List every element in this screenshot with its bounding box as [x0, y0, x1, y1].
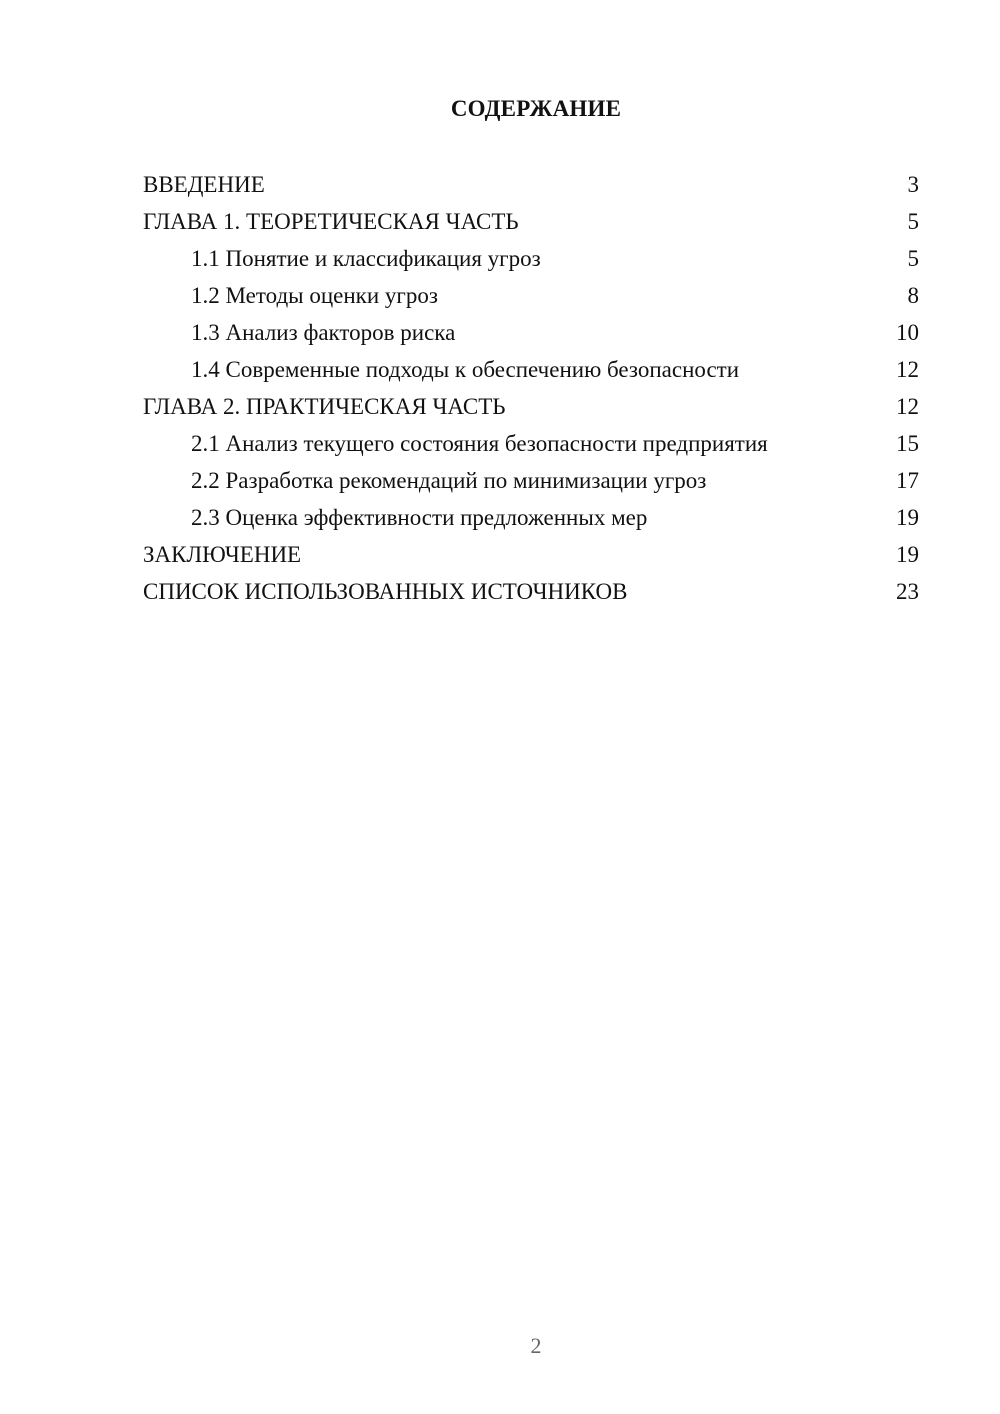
- toc-entry-text: 2.2 Разработка рекомендаций по минимизации угроз: [191, 468, 707, 493]
- toc-entry-section-2-3: [143, 499, 919, 536]
- toc-entry-text: 1.4 Современные подходы к обеспечению безопасности: [191, 357, 740, 382]
- toc-entry-page: 8: [907, 283, 919, 308]
- toc-entry-page: 12: [896, 394, 919, 419]
- toc-entry-text: СПИСОК ИСПОЛЬЗОВАННЫХ ИСТОЧНИКОВ: [143, 579, 628, 604]
- toc-entry-page: 10: [896, 320, 919, 345]
- toc-entry-section-1-3: [143, 314, 919, 351]
- toc-entry-section-2-1: [143, 425, 919, 462]
- toc-entry-page: 3: [907, 172, 919, 197]
- toc-entry-text: ГЛАВА 1. ТЕОРЕТИЧЕСКАЯ ЧАСТЬ: [143, 209, 519, 234]
- toc-entry-text: 1.3 Анализ факторов риска: [191, 320, 456, 345]
- toc-entry-page: 5: [907, 209, 919, 234]
- toc-entry-section-1-1: [143, 240, 919, 277]
- toc-entry-section-1-4: [143, 351, 919, 388]
- toc-entry-page: 5: [907, 246, 919, 271]
- toc-entry-chapter-1: [143, 203, 919, 240]
- toc-entry-page: 12: [896, 357, 919, 382]
- toc-entry-text: 2.1 Анализ текущего состояния безопасности предприятия: [191, 431, 768, 456]
- toc-entry-references: [143, 573, 919, 610]
- toc-title: СОДЕРЖАНИЕ: [450, 96, 622, 121]
- toc-entry-page: 19: [896, 505, 919, 530]
- toc-entry-chapter-2: [143, 388, 919, 425]
- toc-entry-text: ВВЕДЕНИЕ: [143, 172, 265, 197]
- toc-entry-section-1-2: [143, 277, 919, 314]
- toc-entry-introduction: [143, 166, 919, 203]
- table-of-contents: [143, 166, 919, 610]
- toc-entry-page: 15: [896, 431, 919, 456]
- toc-entry-text: 1.2 Методы оценки угроз: [191, 283, 438, 308]
- toc-entry-page: 17: [896, 468, 919, 493]
- toc-entry-text: 2.3 Оценка эффективности предложенных мер: [191, 505, 648, 530]
- toc-entry-conclusion: [143, 536, 919, 573]
- toc-entry-page: 23: [896, 579, 919, 604]
- toc-entry-page: 19: [896, 542, 919, 567]
- toc-entry-text: ЗАКЛЮЧЕНИЕ: [143, 542, 302, 567]
- toc-entry-text: ГЛАВА 2. ПРАКТИЧЕСКАЯ ЧАСТЬ: [143, 394, 506, 419]
- page-number: 2: [530, 1333, 542, 1358]
- toc-entry-section-2-2: [143, 462, 919, 499]
- toc-entry-text: 1.1 Понятие и классификация угроз: [191, 246, 541, 271]
